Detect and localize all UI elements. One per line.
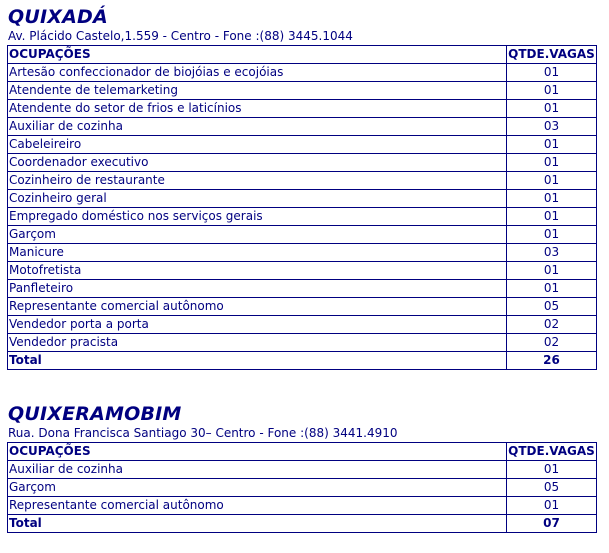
occupation-cell: Panfleteiro [8, 280, 507, 298]
qty-cell: 01 [507, 262, 597, 280]
occupation-cell: Cozinheiro geral [8, 190, 507, 208]
occupation-cell: Vendedor pracista [8, 334, 507, 352]
table-row [8, 118, 597, 136]
table-row [8, 316, 597, 334]
occupation-cell: Empregado doméstico nos serviços gerais [8, 208, 507, 226]
city-title: QUIXADÁ [8, 6, 108, 28]
total-label: Total [8, 515, 507, 533]
qty-cell: 01 [507, 100, 597, 118]
qty-cell: 01 [507, 154, 597, 172]
table-row [8, 497, 597, 515]
table-row [8, 100, 597, 118]
address: Av. Plácido Castelo,1.559 - Centro - Fone :(88) 3445.1044 [8, 29, 353, 43]
qty-cell: 01 [507, 226, 597, 244]
table-row [8, 280, 597, 298]
qty-cell: 05 [507, 479, 597, 497]
table-header-row [8, 46, 597, 64]
table-row [8, 226, 597, 244]
occupation-cell: Garçom [8, 479, 507, 497]
qty-cell: 02 [507, 316, 597, 334]
table-row [8, 136, 597, 154]
qty-cell: 01 [507, 461, 597, 479]
table-row [8, 82, 597, 100]
occupation-cell: Auxiliar de cozinha [8, 461, 507, 479]
qty-cell: 01 [507, 190, 597, 208]
occupation-cell: Representante comercial autônomo [8, 298, 507, 316]
qty-cell: 01 [507, 82, 597, 100]
qty-cell: 01 [507, 136, 597, 154]
table-row [8, 64, 597, 82]
section-quixada [7, 6, 598, 370]
table-row [8, 461, 597, 479]
qty-cell: 05 [507, 298, 597, 316]
occupation-cell: Artesão confeccionador de biojóias e ecojóias [8, 64, 507, 82]
qty-cell: 03 [507, 118, 597, 136]
header-occupation: OCUPAÇÕES [8, 443, 507, 461]
occupation-cell: Atendente do setor de frios e laticínios [8, 100, 507, 118]
header-occupation: OCUPAÇÕES [8, 46, 507, 64]
occupation-cell: Cozinheiro de restaurante [8, 172, 507, 190]
city-title: QUIXERAMOBIM [8, 403, 182, 425]
occupation-cell: Manicure [8, 244, 507, 262]
table-row [8, 479, 597, 497]
occupation-cell: Auxiliar de cozinha [8, 118, 507, 136]
occupation-cell: Representante comercial autônomo [8, 497, 507, 515]
qty-cell: 03 [507, 244, 597, 262]
table-row [8, 334, 597, 352]
header-qty: QTDE.VAGAS [507, 46, 597, 64]
table-row [8, 190, 597, 208]
table-row [8, 154, 597, 172]
jobs-table [7, 45, 597, 370]
header-qty: QTDE.VAGAS [507, 443, 597, 461]
table-header-row [8, 443, 597, 461]
section-quixeramobim [7, 403, 598, 533]
qty-cell: 01 [507, 208, 597, 226]
total-label: Total [8, 352, 507, 370]
address: Rua. Dona Francisca Santiago 30– Centro - Fone :(88) 3441.4910 [8, 426, 398, 440]
qty-cell: 02 [507, 334, 597, 352]
table-row [8, 172, 597, 190]
occupation-cell: Cabeleireiro [8, 136, 507, 154]
occupation-cell: Atendente de telemarketing [8, 82, 507, 100]
table-row [8, 298, 597, 316]
total-row [8, 515, 597, 533]
total-qty: 07 [507, 515, 597, 533]
occupation-cell: Motofretista [8, 262, 507, 280]
total-row [8, 352, 597, 370]
total-qty: 26 [507, 352, 597, 370]
jobs-table [7, 442, 597, 533]
qty-cell: 01 [507, 64, 597, 82]
table-row [8, 208, 597, 226]
qty-cell: 01 [507, 497, 597, 515]
table-row [8, 244, 597, 262]
occupation-cell: Coordenador executivo [8, 154, 507, 172]
occupation-cell: Vendedor porta a porta [8, 316, 507, 334]
occupation-cell: Garçom [8, 226, 507, 244]
qty-cell: 01 [507, 280, 597, 298]
table-row [8, 262, 597, 280]
qty-cell: 01 [507, 172, 597, 190]
